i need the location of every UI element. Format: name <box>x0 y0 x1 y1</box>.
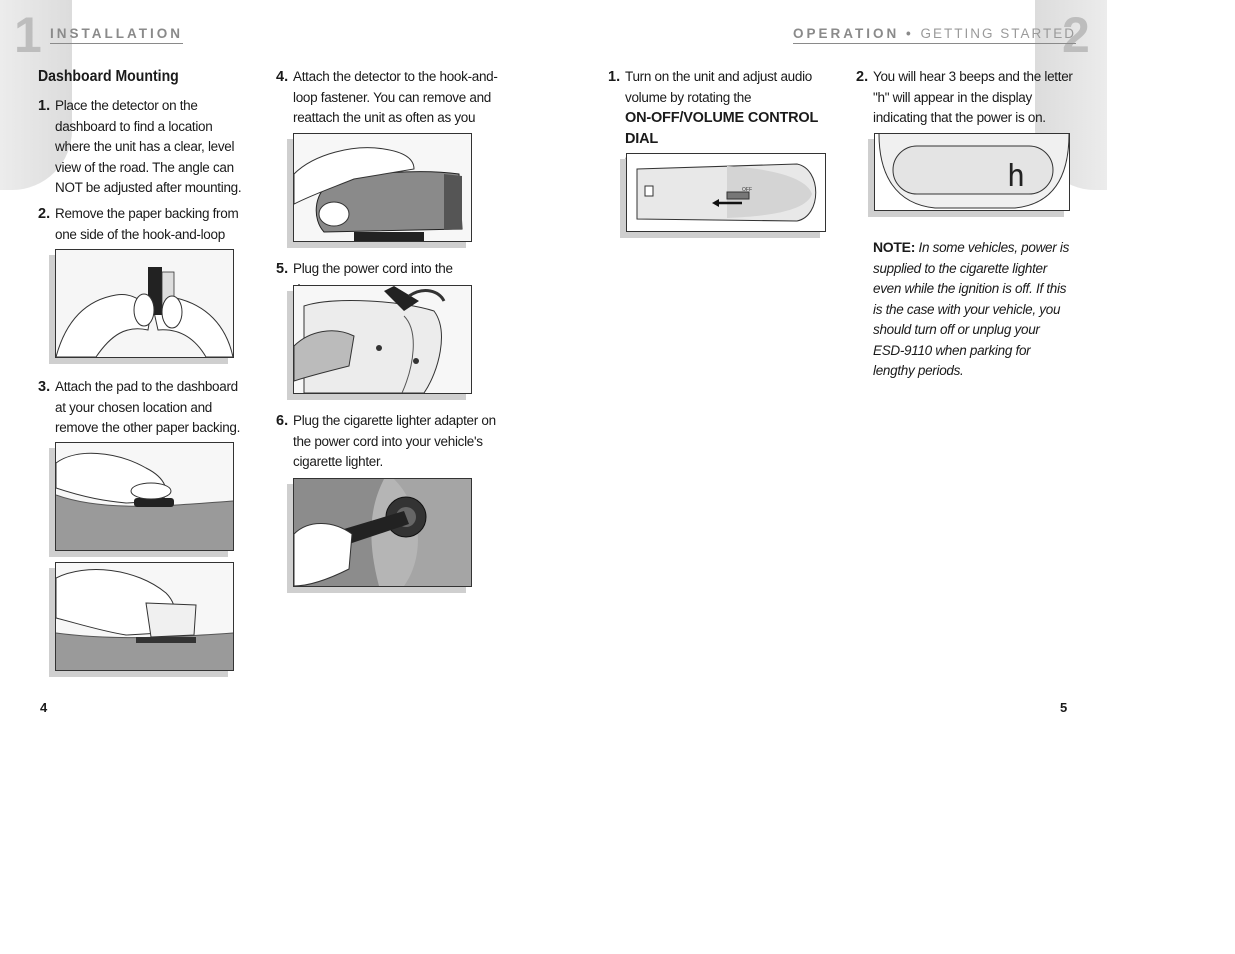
figure-attach-detector <box>293 133 472 242</box>
page-number-left: 4 <box>40 700 48 715</box>
step-5-mount: 5. Plug the power cord into the <box>276 261 453 277</box>
svg-text:h: h <box>1007 159 1026 194</box>
step-1-mount: 1. Place the detector on the dashboard to find a location where the unit has a clear, level view of the road. The angle can NOT be adjusted after mounting. <box>38 98 242 195</box>
figure-volume-dial <box>626 153 826 232</box>
section-title-operation: OPERATION • GETTING STARTED <box>793 26 1076 44</box>
figure-cigarette-lighter <box>293 478 472 587</box>
dashboard-mounting-heading: Dashboard Mounting <box>38 68 179 85</box>
figure-display-h <box>874 133 1070 211</box>
page-number-right: 5 <box>1060 700 1068 715</box>
step-3-mount: 3. Attach the pad to the dashboard at your chosen location and remove the other paper backing. <box>38 379 241 435</box>
step-6-mount: 6. Plug the cigarette lighter adapter on the power cord into your vehicle's cigarette lighter. <box>276 413 496 469</box>
step-1-operation: 1. Turn on the unit and adjust audio volume by rotating the ON-OFF/VOLUME CONTROL DIAL <box>608 69 818 147</box>
step-2-operation: 2. You will hear 3 beeps and the letter "h" will appear in the display indicating that the power is on. <box>856 69 1073 125</box>
figure-attach-pad <box>55 442 234 551</box>
chapter-number-left: 1 <box>14 7 42 63</box>
section-title-installation: INSTALLATION <box>50 26 183 44</box>
chapter-number-right: 2 <box>1062 7 1090 63</box>
step-2-mount: 2. Remove the paper backing from one side of the hook-and-loop <box>38 206 239 242</box>
figure-plug-power-cord <box>293 285 472 394</box>
figure-remove-backing <box>55 562 234 671</box>
svg-text:OFF: OFF <box>742 187 752 193</box>
operation-note: NOTE: In some vehicles, power is supplied to the cigarette lighter even while the ignition is off. If this is the case with your vehicle, you should turn off or unplug your ESD-9110 when parking for lengthy periods. <box>873 239 1070 378</box>
figure-peel-backing <box>55 249 234 358</box>
step-4-mount: 4. Attach the detector to the hook-and-loop fastener. You can remove and reattach the unit as often as you <box>276 69 498 125</box>
